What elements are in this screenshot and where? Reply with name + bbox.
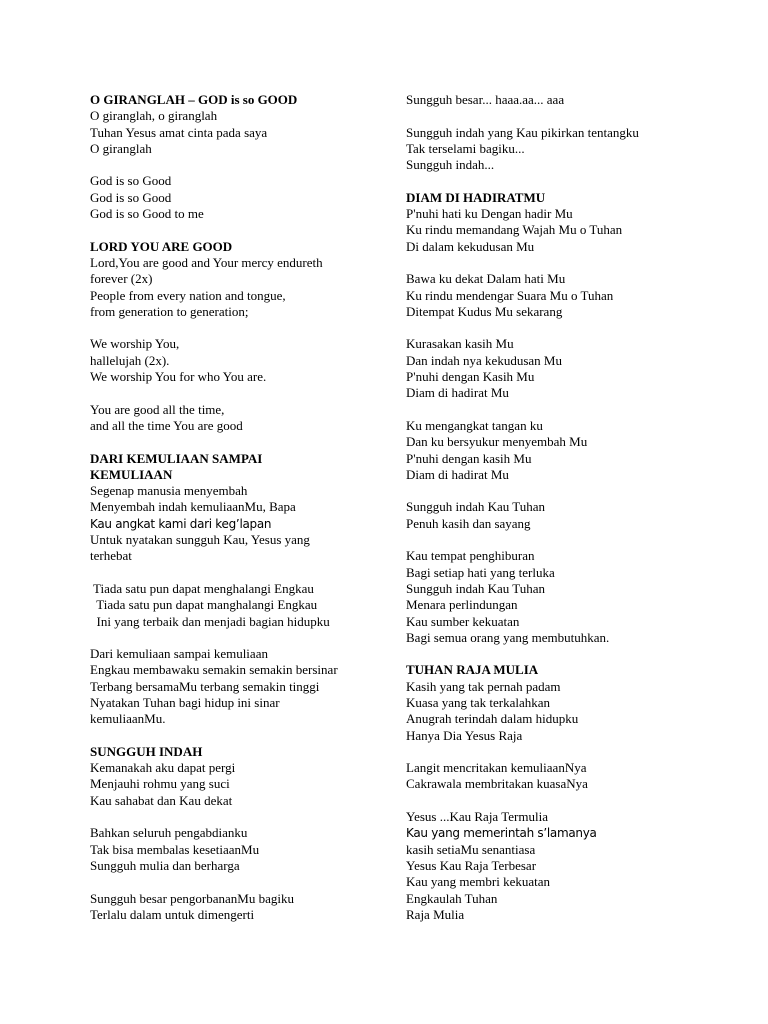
lyric-line: Dari kemuliaan sampai kemuliaan — [90, 646, 268, 662]
lyric-line: Engkau membawaku semakin semakin bersinar — [90, 662, 338, 678]
lyric-line: O giranglah, o giranglah — [90, 108, 218, 124]
song-title: SUNGGUH INDAH — [90, 743, 203, 759]
lyric-line: Sungguh indah Kau Tuhan — [406, 499, 546, 515]
lyric-line: Tak terselami bagiku... — [406, 140, 525, 156]
verse-block — [406, 125, 706, 174]
lyric-line: Diam di hadirat Mu — [406, 385, 509, 401]
verse-block — [406, 418, 706, 483]
lyric-line: Tak bisa membalas kesetiaanMu — [90, 841, 260, 857]
lyric-line: Dan ku bersyukur menyembah Mu — [406, 434, 588, 450]
lyric-line: Kau angkat kami dari keg’lapan — [90, 516, 272, 531]
lyric-line: Di dalam kekudusan Mu — [406, 238, 535, 254]
song-title-continued: KEMULIAAN — [90, 466, 173, 482]
lyric-line: Bagi setiap hati yang terluka — [406, 564, 555, 580]
lyric-line: Kau sumber kekuatan — [406, 613, 520, 629]
song-block — [90, 239, 390, 320]
lyric-line: forever (2x) — [90, 271, 153, 287]
lyric-line: terhebat — [90, 548, 132, 564]
left-column — [90, 92, 390, 923]
lyric-line: Bahkan seluruh pengabdianku — [90, 825, 248, 841]
lyric-line: Terbang bersamaMu terbang semakin tinggi — [90, 678, 320, 694]
lyric-line: Ku rindu mendengar Suara Mu o Tuhan — [406, 287, 614, 303]
song-block — [406, 190, 706, 255]
lyric-line: Sungguh besar pengorbananMu bagiku — [90, 890, 294, 906]
lyric-line: Lord,You are good and Your mercy endureth — [90, 254, 323, 270]
lyric-line: Sungguh mulia dan berharga — [90, 857, 240, 873]
lyric-line: Kurasakan kasih Mu — [406, 336, 514, 352]
chorus-block — [90, 581, 390, 630]
verse-block — [90, 891, 390, 924]
lyric-line: Tuhan Yesus amat cinta pada saya — [90, 124, 268, 140]
lyric-line: Kau tempat penghiburan — [406, 548, 535, 564]
lyric-line: Menara perlindungan — [406, 597, 518, 613]
song-title: TUHAN RAJA MULIA — [406, 662, 539, 678]
lyric-line: P'nuhi dengan kasih Mu — [406, 450, 532, 466]
song-title: DARI KEMULIAAN SAMPAI — [90, 450, 263, 466]
lyric-line: and all the time You are good — [90, 417, 243, 433]
verse-block — [406, 92, 706, 108]
song-title: O GIRANGLAH – GOD is so GOOD — [90, 92, 298, 107]
verse-block — [406, 809, 706, 923]
lyric-line: Engkaulah Tuhan — [406, 890, 498, 906]
song-block — [90, 744, 390, 809]
lyric-line: Sungguh besar... haaa.aa... aaa — [406, 92, 565, 107]
lyric-line: P'nuhi hati ku Dengan hadir Mu — [406, 206, 573, 222]
lyric-line: Sungguh indah Kau Tuhan — [406, 580, 546, 596]
lyric-line: We worship You for who You are. — [90, 369, 267, 385]
song-block — [406, 662, 706, 743]
lyric-line: Menyembah indah kemuliaanMu, Bapa — [90, 499, 296, 515]
verse-block — [90, 402, 390, 435]
lyric-line: Tiada satu pun dapat manghalangi Engkau — [90, 597, 318, 613]
lyric-line: Kau yang memerintah s’lamanya — [406, 826, 597, 841]
lyric-line: Diam di hadirat Mu — [406, 466, 509, 482]
lyric-line: Ini yang terbaik dan menjadi bagian hidupku — [90, 613, 330, 629]
lyric-line: You are good all the time, — [90, 401, 225, 417]
lyric-line: Ditempat Kudus Mu sekarang — [406, 303, 563, 319]
lyric-line: Menjauhi rohmu yang suci — [90, 776, 230, 792]
lyric-line: from generation to generation; — [90, 303, 249, 319]
lyric-line: hallelujah (2x). — [90, 352, 170, 368]
lyric-line: Penuh kasih dan sayang — [406, 515, 531, 531]
lyric-line: Dan indah nya kekudusan Mu — [406, 352, 562, 368]
lyric-line: Nyatakan Tuhan bagi hidup ini sinar — [90, 694, 280, 710]
lyric-line: Kau sahabat dan Kau dekat — [90, 792, 233, 808]
lyric-line: Kau yang membri kekuatan — [406, 874, 551, 890]
verse-block — [406, 548, 706, 646]
lyric-line: P'nuhi dengan Kasih Mu — [406, 369, 535, 385]
lyric-line: Kemanakah aku dapat pergi — [90, 760, 236, 776]
verse-block — [90, 336, 390, 385]
lyric-line: kemuliaanMu. — [90, 711, 166, 727]
lyric-line: Anugrah terindah dalam hidupku — [406, 711, 579, 727]
verse-block — [90, 646, 390, 727]
verse-block — [90, 173, 390, 222]
lyric-line: Yesus Kau Raja Terbesar — [406, 857, 537, 873]
lyric-line: kasih setiaMu senantiasa — [406, 841, 536, 857]
lyric-line: Yesus ...Kau Raja Termulia — [406, 809, 548, 825]
lyric-line: Hanya Dia Yesus Raja — [406, 727, 523, 743]
right-column — [406, 92, 706, 923]
lyric-line: People from every nation and tongue, — [90, 287, 286, 303]
lyric-line: God is so Good — [90, 189, 172, 205]
verse-block — [406, 271, 706, 320]
lyric-line: Untuk nyatakan sungguh Kau, Yesus yang — [90, 532, 310, 548]
lyric-line: Terlalu dalam untuk dimengerti — [90, 906, 255, 922]
lyric-line: O giranglah — [90, 140, 152, 156]
lyric-line: Kuasa yang tak terkalahkan — [406, 694, 551, 710]
song-title: DIAM DI HADIRATMU — [406, 189, 546, 205]
verse-block — [90, 825, 390, 874]
lyric-line: God is so Good — [90, 173, 172, 189]
lyric-line: Segenap manusia menyembah — [90, 483, 248, 499]
verse-block — [406, 499, 706, 532]
verse-block — [406, 336, 706, 401]
lyric-line: We worship You, — [90, 336, 180, 352]
lyric-line: Ku rindu memandang Wajah Mu o Tuhan — [406, 222, 623, 238]
lyric-line: Cakrawala membritakan kuasaNya — [406, 776, 588, 792]
song-block — [90, 451, 390, 565]
lyric-line: Langit mencritakan kemuliaanNya — [406, 760, 587, 776]
lyric-line: Kasih yang tak pernah padam — [406, 678, 561, 694]
lyric-line: Sungguh indah... — [406, 157, 495, 173]
lyric-line: Sungguh indah yang Kau pikirkan tentangku — [406, 124, 639, 140]
lyric-line: Ku mengangkat tangan ku — [406, 417, 543, 433]
lyric-line: Tiada satu pun dapat menghalangi Engkau — [90, 580, 314, 596]
lyric-line: God is so Good to me — [90, 206, 204, 222]
lyric-line: Bawa ku dekat Dalam hati Mu — [406, 271, 566, 287]
lyric-line: Raja Mulia — [406, 906, 465, 922]
verse-block — [406, 760, 706, 793]
lyric-line: Bagi semua orang yang membutuhkan. — [406, 629, 610, 645]
song-title: LORD YOU ARE GOOD — [90, 238, 233, 254]
song-block — [90, 92, 390, 157]
